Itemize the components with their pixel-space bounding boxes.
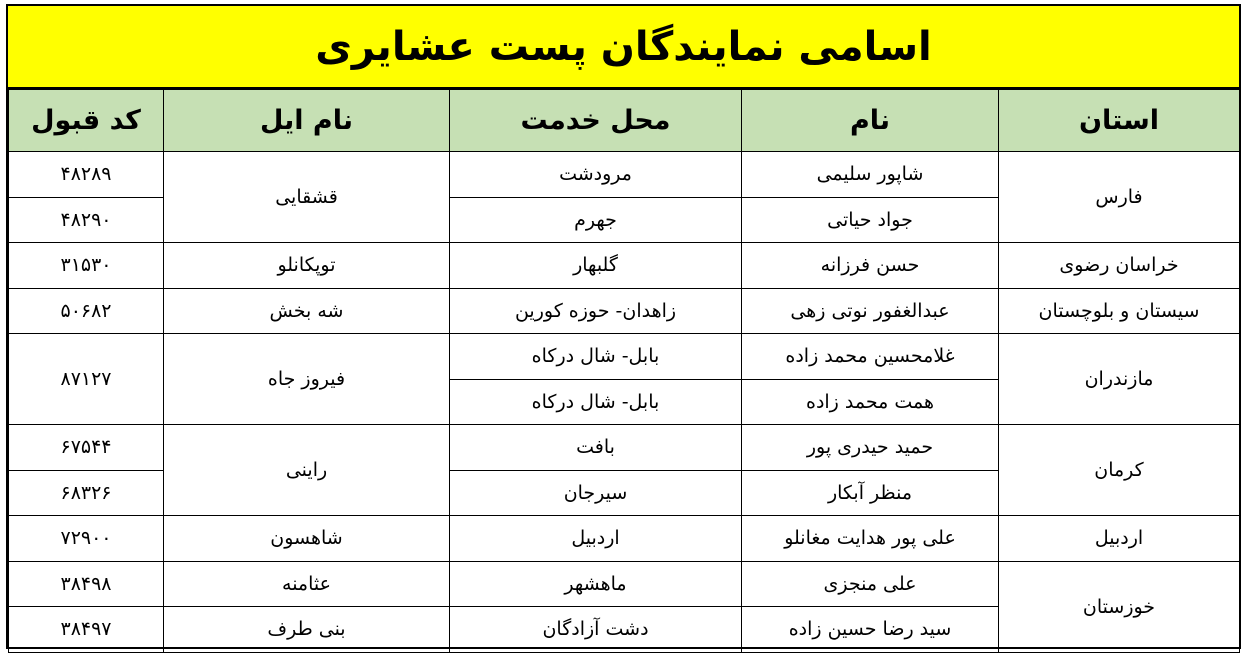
table-row <box>9 243 1240 289</box>
cell-province: فارس <box>999 152 1240 243</box>
cell-name: علی پور هدایت مغانلو <box>742 516 999 562</box>
header-code: کد قبول <box>9 90 164 152</box>
cell-code: ۶۷۵۴۴ <box>9 425 164 471</box>
header-name: نام <box>742 90 999 152</box>
cell-name: حسن فرزانه <box>742 243 999 289</box>
cell-code: ۶۸۳۲۶ <box>9 470 164 516</box>
cell-province: کرمان <box>999 425 1240 516</box>
cell-name: شاپور سلیمی <box>742 152 999 198</box>
cell-province: سیستان و بلوچستان <box>999 288 1240 334</box>
cell-name: غلامحسین محمد زاده <box>742 334 999 380</box>
table-row <box>9 334 1240 380</box>
cell-place: بابل- شال درکاه <box>450 379 742 425</box>
table-row <box>9 561 1240 607</box>
cell-province: خوزستان <box>999 561 1240 652</box>
cell-tribe: عثامنه <box>164 561 450 607</box>
cell-name: همت محمد زاده <box>742 379 999 425</box>
cell-code: ۳۸۴۹۷ <box>9 607 164 653</box>
cell-code: ۴۸۲۹۰ <box>9 197 164 243</box>
document-frame <box>6 4 1241 649</box>
representatives-table <box>8 89 1240 653</box>
cell-name: عبدالغفور نوتی زهی <box>742 288 999 334</box>
cell-place: گلبهار <box>450 243 742 289</box>
title-banner <box>8 6 1239 89</box>
cell-tribe: قشقایی <box>164 152 450 243</box>
cell-place: بابل- شال درکاه <box>450 334 742 380</box>
page-title: اسامی نمایندگان پست عشایری <box>315 23 932 70</box>
cell-place: جهرم <box>450 197 742 243</box>
cell-tribe: شاهسون <box>164 516 450 562</box>
cell-name: علی منجزی <box>742 561 999 607</box>
header-province: استان <box>999 90 1240 152</box>
header-place: محل خدمت <box>450 90 742 152</box>
cell-code: ۳۸۴۹۸ <box>9 561 164 607</box>
cell-tribe: فیروز جاه <box>164 334 450 425</box>
table-row <box>9 516 1240 562</box>
cell-tribe: توپکانلو <box>164 243 450 289</box>
cell-tribe: شه بخش <box>164 288 450 334</box>
cell-name: منظر آبکار <box>742 470 999 516</box>
cell-code: ۴۸۲۸۹ <box>9 152 164 198</box>
cell-place: ماهشهر <box>450 561 742 607</box>
cell-place: اردبیل <box>450 516 742 562</box>
cell-code: ۵۰۶۸۲ <box>9 288 164 334</box>
cell-place: بافت <box>450 425 742 471</box>
cell-tribe: راینی <box>164 425 450 516</box>
header-row <box>9 90 1240 152</box>
cell-code: ۳۱۵۳۰ <box>9 243 164 289</box>
cell-province: اردبیل <box>999 516 1240 562</box>
cell-tribe: بنی طرف <box>164 607 450 653</box>
cell-name: جواد حیاتی <box>742 197 999 243</box>
table-row <box>9 425 1240 471</box>
cell-name: حمید حیدری پور <box>742 425 999 471</box>
cell-code: ۷۲۹۰۰ <box>9 516 164 562</box>
cell-place: مرودشت <box>450 152 742 198</box>
cell-name: سید رضا حسین زاده <box>742 607 999 653</box>
cell-place: سیرجان <box>450 470 742 516</box>
table-row <box>9 288 1240 334</box>
cell-place: دشت آزادگان <box>450 607 742 653</box>
cell-province: مازندران <box>999 334 1240 425</box>
header-tribe: نام ایل <box>164 90 450 152</box>
cell-province: خراسان رضوی <box>999 243 1240 289</box>
cell-place: زاهدان- حوزه کورین <box>450 288 742 334</box>
cell-code: ۸۷۱۲۷ <box>9 334 164 425</box>
table-row <box>9 152 1240 198</box>
